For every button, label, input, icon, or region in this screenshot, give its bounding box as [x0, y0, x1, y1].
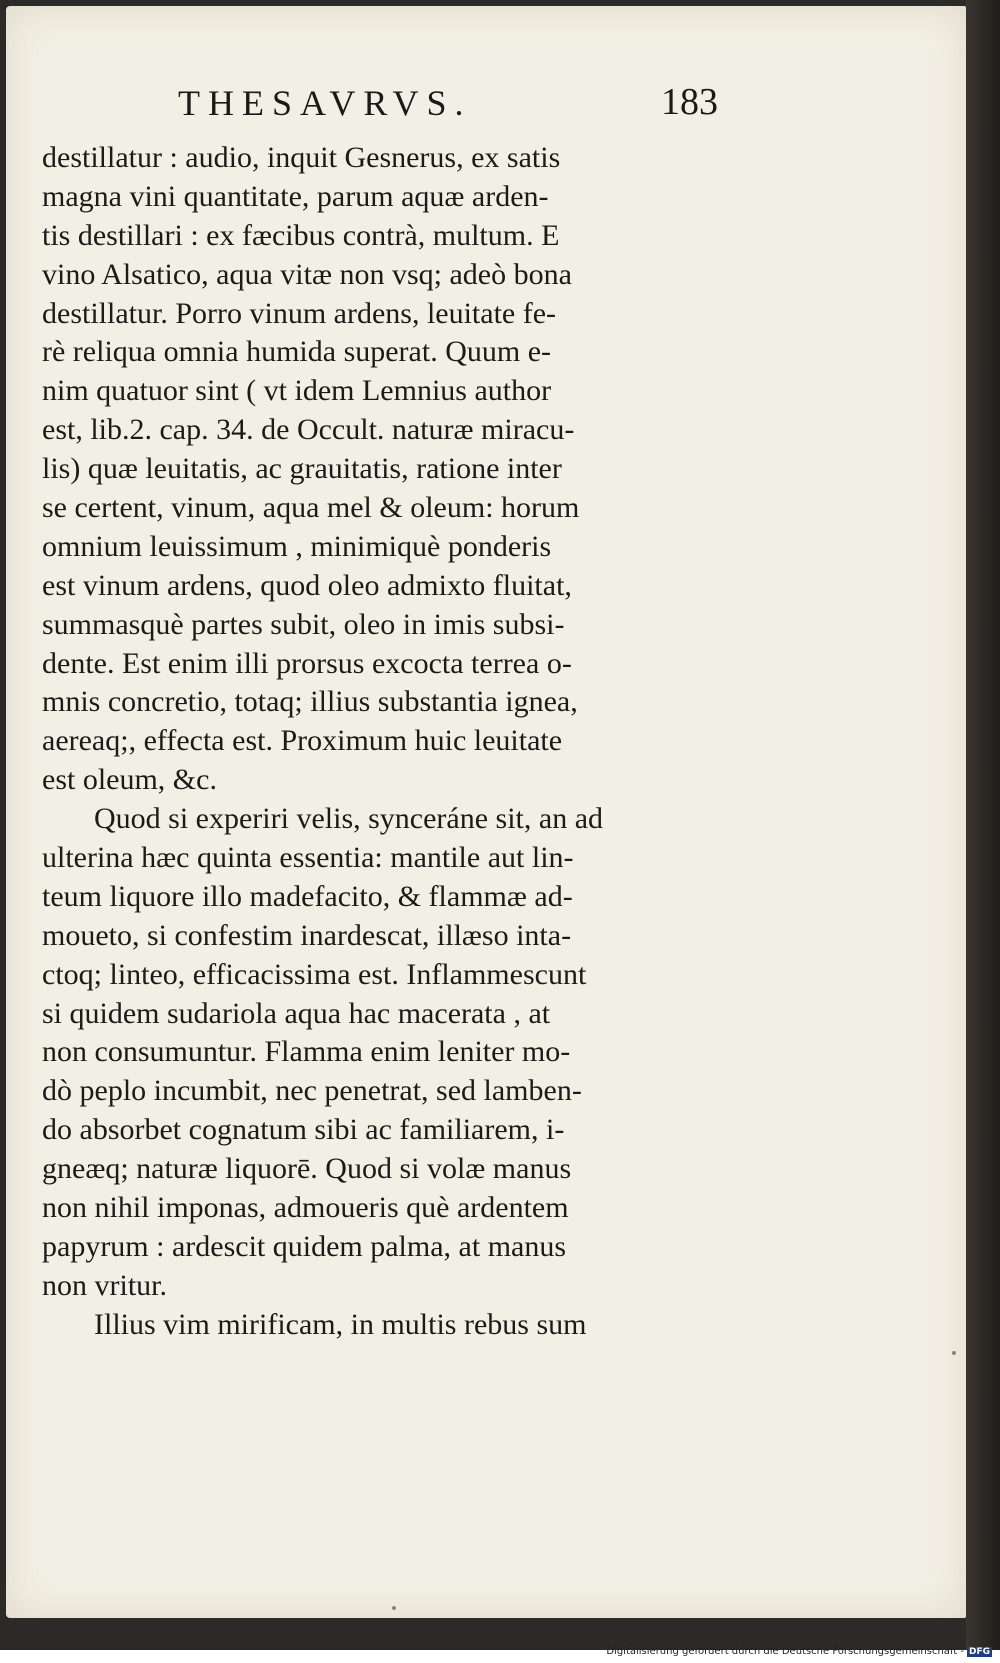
text-line: est oleum, &c.	[42, 763, 217, 797]
text-line: moueto, si confestim inardescat, illæso inta-	[42, 918, 572, 952]
paper-speck	[392, 1606, 396, 1610]
text-line: nim quatuor sint ( vt idem Lemnius author	[42, 374, 552, 408]
text-line: rè reliqua omnia humida superat. Quum e-	[42, 335, 552, 369]
page-header	[178, 82, 718, 132]
credit-text: Digitalisierung gefördert durch die Deutsche Forschungsgemeinschaft -	[606, 1646, 964, 1657]
text-line: vino Alsatico, aqua vitæ non vsq; adeò bona	[42, 257, 572, 291]
text-line: papyrum : ardescit quidem palma, at manus	[42, 1229, 567, 1263]
text-line: do absorbet cognatum sibi ac familiarem, i-	[42, 1113, 565, 1147]
body-text	[42, 139, 722, 1345]
text-line: summasquè partes subit, oleo in imis subsi-	[42, 607, 565, 641]
text-line: non nihil imponas, admoueris què ardentem	[42, 1191, 569, 1225]
text-line: lis) quæ leuitatis, ac grauitatis, ratione inter	[42, 452, 562, 486]
text-line: omnium leuissimum , minimiquè ponderis	[42, 529, 552, 563]
text-line: ctoq; linteo, efficacissima est. Inflammescunt	[42, 957, 587, 991]
text-line: Quod si experiri velis, synceráne sit, an ad	[94, 802, 604, 836]
text-line: est, lib.2. cap. 34. de Occult. naturæ miracu-	[42, 413, 575, 447]
text-line: mnis concretio, totaq; illius substantia ignea,	[42, 685, 578, 719]
text-line: tis destillari : ex fæcibus contrà, multum. E	[42, 218, 560, 252]
digitization-credit	[606, 1646, 992, 1657]
text-line: est vinum ardens, quod oleo admixto fluitat,	[42, 568, 572, 602]
text-line: si quidem sudariola aqua hac macerata , at	[42, 996, 551, 1030]
text-line: destillatur : audio, inquit Gesnerus, ex satis	[42, 141, 561, 174]
text-line: gneæq; naturæ liquorē. Quod si volæ manus	[42, 1152, 572, 1186]
book-edge	[966, 0, 1000, 1650]
text-line: teum liquore illo madefacito, & flammæ ad-	[42, 879, 573, 913]
text-line: non consumuntur. Flamma enim leniter mo-	[42, 1035, 571, 1069]
text-line: se certent, vinum, aqua mel & oleum: horum	[42, 491, 580, 525]
text-line: Illius vim mirificam, in multis rebus sum	[94, 1307, 587, 1341]
text-line: non vritur.	[42, 1268, 167, 1302]
text-line: dò peplo incumbit, nec penetrat, sed lamben-	[42, 1074, 582, 1108]
running-title: THESAVRVS.	[178, 83, 472, 123]
text-line: aereaq;, effecta est. Proximum huic leuitate	[42, 724, 563, 758]
text-line: destillatur. Porro vinum ardens, leuitate fe-	[42, 296, 557, 330]
text-line: ulterina hæc quinta essentia: mantile aut lin-	[42, 841, 574, 875]
dfg-logo: DFG	[968, 1647, 990, 1657]
text-line: magna vini quantitate, parum aquæ arden-	[42, 179, 549, 213]
text-line: dente. Est enim illi prorsus excocta terrea o-	[42, 646, 572, 680]
page-number: 183	[661, 81, 718, 123]
paper-speck	[952, 1351, 956, 1355]
